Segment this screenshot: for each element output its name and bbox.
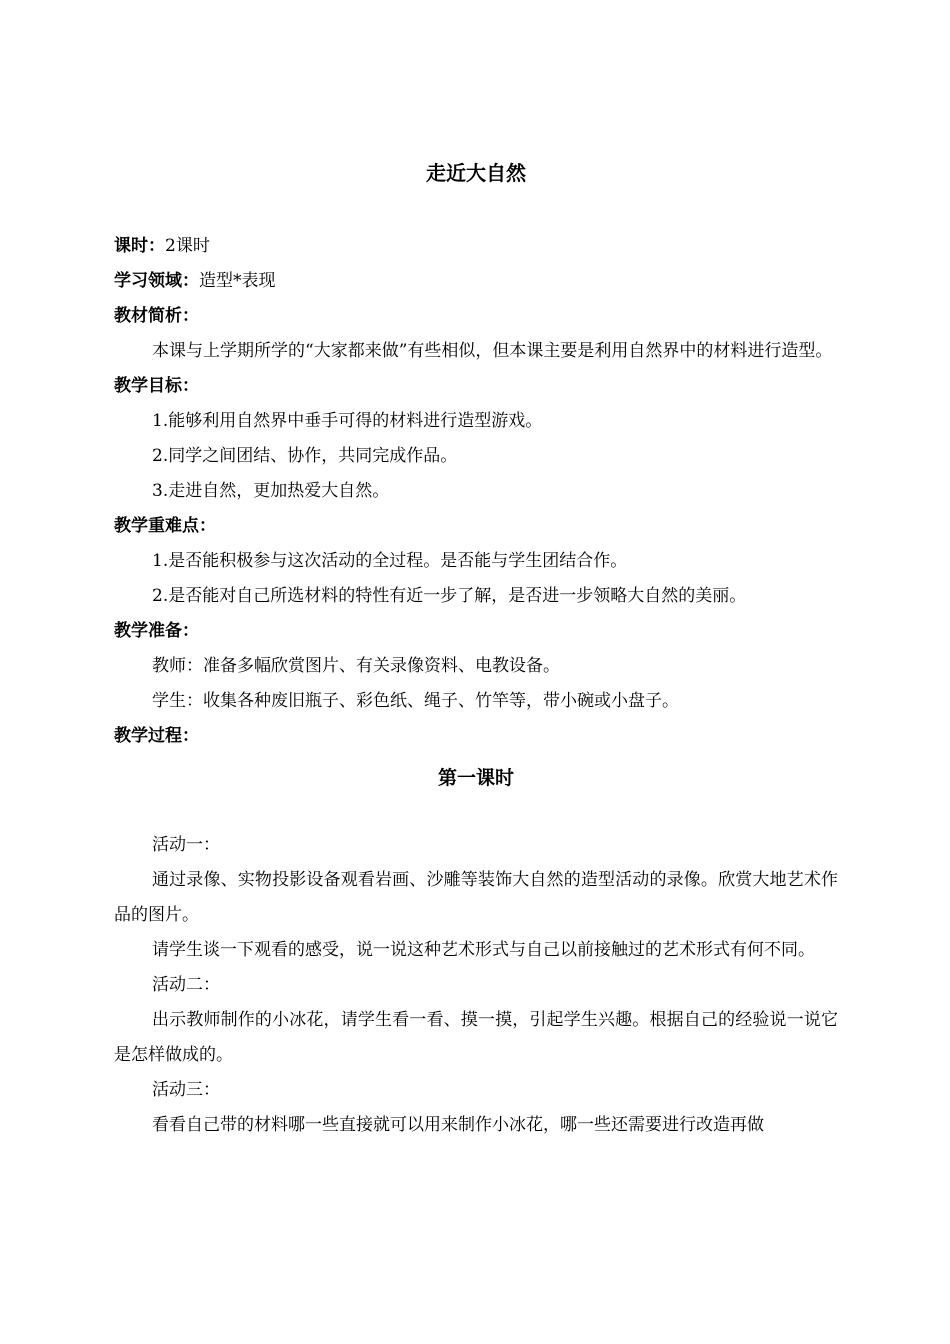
meta-class-hours <box>114 229 838 264</box>
meta-value: 造型*表现 <box>199 271 276 291</box>
key-point-item: 2.是否能对自己所选材料的特性有近一步了解，是否进一步领略大自然的美丽。 <box>152 586 747 606</box>
goal-item: 3.走进自然，更加热爱大自然。 <box>152 481 390 501</box>
goal-item: 2.同学之间团结、协作，共同完成作品。 <box>152 446 458 466</box>
key-point-item: 1.是否能积极参与这次活动的全过程。是否能与学生团结合作。 <box>152 551 628 571</box>
section-heading-key-points: 教学重难点： <box>114 516 216 536</box>
process-paragraph: 活动二： <box>152 975 220 995</box>
process-paragraph: 出示教师制作的小冰花，请学生看一看、摸一摸，引起学生兴趣。根据自己的经验说一说它是怎样做成的。 <box>114 1010 838 1065</box>
document-body <box>114 150 838 1143</box>
section-heading-goals: 教学目标： <box>114 376 199 396</box>
document-title: 走近大自然 <box>426 161 526 185</box>
goal-item: 1.能够利用自然界中垂手可得的材料进行造型游戏。 <box>152 411 543 431</box>
process-paragraph: 请学生谈一下观看的感受，说一说这种艺术形式与自己以前接触过的艺术形式有何不同。 <box>152 940 815 960</box>
preparation-item: 教师：准备多幅欣赏图片、有关录像资料、电教设备。 <box>152 656 560 676</box>
process-paragraph: 看看自己带的材料哪一些直接就可以用来制作小冰花，哪一些还需要进行改造再做 <box>152 1115 764 1135</box>
lesson-title: 第一课时 <box>437 767 514 789</box>
meta-learning-area <box>114 264 838 299</box>
process-paragraph: 活动一： <box>152 835 220 855</box>
intro-paragraph: 本课与上学期所学的“大家都来做”有些相似，但本课主要是利用自然界中的材料进行造型。 <box>152 341 833 361</box>
preparation-item: 学生：收集各种废旧瓶子、彩色纸、绳子、竹竿等，带小碗或小盘子。 <box>152 691 679 711</box>
process-paragraph: 活动三： <box>152 1080 220 1100</box>
process-paragraph: 通过录像、实物投影设备观看岩画、沙雕等装饰大自然的造型活动的录像。欣赏大地艺术作品的图片。 <box>114 870 838 925</box>
meta-label: 课时： <box>114 236 165 256</box>
meta-value: 2课时 <box>165 236 210 256</box>
section-heading-intro: 教材简析： <box>114 306 199 326</box>
section-heading-process: 教学过程： <box>114 726 199 746</box>
meta-label: 学习领域： <box>114 271 199 291</box>
section-heading-preparation: 教学准备： <box>114 621 199 641</box>
